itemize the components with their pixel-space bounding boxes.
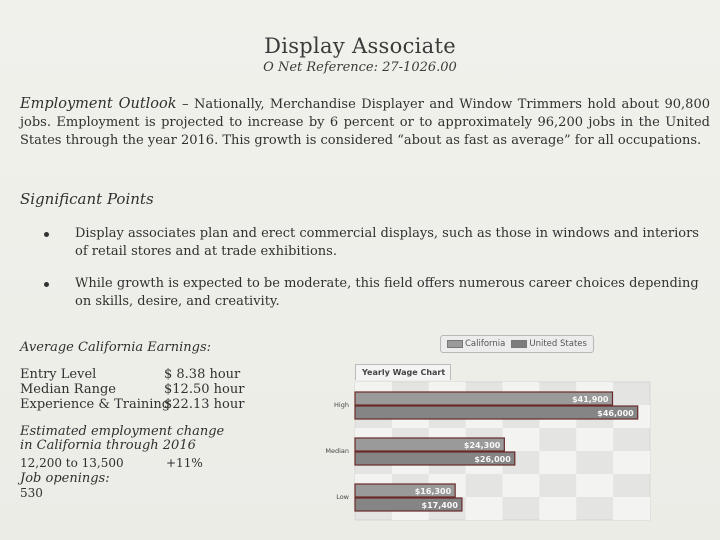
employment-outlook-paragraph xyxy=(20,95,710,150)
page-title: Display Associate xyxy=(264,34,456,58)
earnings-value: $ 8.38 hour xyxy=(164,367,241,382)
yearly-wage-chart xyxy=(325,330,660,530)
grid-cell xyxy=(503,428,540,451)
grid-cell xyxy=(613,451,650,474)
bar-united-states xyxy=(355,406,638,419)
employment-change-row xyxy=(20,456,203,470)
employment-outlook-text: – Nationally, Merchandise Displayer and Window Trimmers hold about 90,800 jobs. Employment is projected to increase by 6 percent or to approximately 96,200 jobs in the United States through the year 2016. This growth is considered “about as fast as average” for all occupations. xyxy=(20,97,710,148)
legend-swatch-icon xyxy=(447,340,463,348)
job-openings-heading: Job openings: xyxy=(20,471,110,486)
bullet-text: Display associates plan and erect commercial displays, such as those in windows and interiors of retail stores and at trade exhibitions. xyxy=(75,226,699,259)
category-label: High xyxy=(334,401,349,409)
bar-value-label: $41,900 xyxy=(572,395,609,404)
grid-cell xyxy=(539,451,576,474)
grid-cell xyxy=(539,497,576,520)
legend-label: United States xyxy=(529,339,587,349)
employment-change-range: 12,200 to 13,500 xyxy=(20,456,124,470)
bullet-text: While growth is expected to be moderate, this field offers numerous career choices depending on skills, desire, and creativity. xyxy=(75,276,699,309)
bullet-item xyxy=(44,275,704,315)
chart-legend xyxy=(440,335,594,353)
bar-value-label: $17,400 xyxy=(421,501,458,510)
earnings-label: Median Range xyxy=(20,382,116,397)
grid-cell xyxy=(576,428,613,451)
earnings-heading: Average California Earnings: xyxy=(20,340,212,355)
bullet-icon xyxy=(44,232,49,237)
legend-item-united-states xyxy=(511,339,587,349)
grid-cell xyxy=(503,474,540,497)
legend-label: California xyxy=(465,339,506,349)
bar-value-label: $26,000 xyxy=(474,455,511,464)
onet-reference: O Net Reference: 27-1026.00 xyxy=(263,60,457,75)
employment-outlook-heading: Employment Outlook xyxy=(20,96,177,112)
chart-plot xyxy=(325,380,660,525)
category-label: Low xyxy=(336,493,349,501)
chart-title: Yearly Wage Chart xyxy=(355,364,451,380)
bar-value-label: $46,000 xyxy=(597,409,634,418)
bullet-icon xyxy=(44,282,49,287)
grid-cell xyxy=(466,497,503,520)
employment-change-percent: +11% xyxy=(166,456,203,470)
grid-cell xyxy=(576,474,613,497)
bar-value-label: $16,300 xyxy=(414,487,452,496)
legend-item-california xyxy=(447,339,505,349)
employment-change-heading: Estimated employment change in California through 2016 xyxy=(20,424,225,453)
category-label: Median xyxy=(325,447,349,455)
earnings-label: Entry Level xyxy=(20,367,97,382)
significant-points-heading: Significant Points xyxy=(20,190,154,208)
grid-cell xyxy=(613,497,650,520)
earnings-value: $22.13 hour xyxy=(164,397,245,412)
earnings-label: Experience & Training xyxy=(20,397,171,412)
bullet-item xyxy=(44,225,704,265)
legend-swatch-icon xyxy=(511,340,527,348)
earnings-value: $12.50 hour xyxy=(164,382,245,397)
job-openings-value: 530 xyxy=(20,486,43,500)
bar-value-label: $24,300 xyxy=(463,441,501,450)
